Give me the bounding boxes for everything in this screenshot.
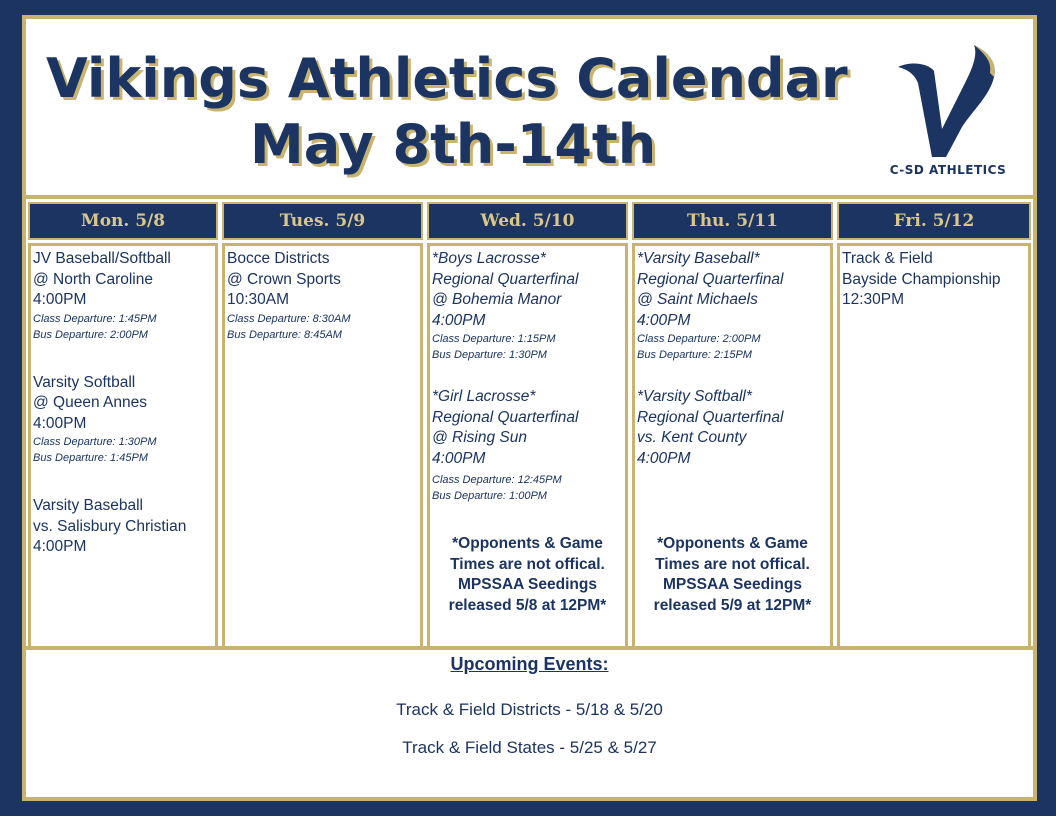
- event-time: 4:00PM: [637, 311, 691, 329]
- bus-departure: Bus Departure: 1:00PM: [432, 490, 547, 502]
- event-item: [637, 249, 828, 363]
- class-departure: Class Departure: 1:15PM: [432, 333, 556, 345]
- bus-departure: Bus Departure: 1:45PM: [33, 452, 148, 464]
- event-location: @ Crown Sports: [227, 270, 341, 288]
- day-body-tue: [222, 243, 423, 646]
- logo-caption: C-SD ATHLETICS: [889, 163, 1007, 177]
- event-location: @ Bohemia Manor: [432, 291, 562, 308]
- note-line: *Opponents & Game: [452, 535, 603, 552]
- day-header-mon: Mon. 5/8: [28, 202, 218, 240]
- event-title: *Girl Lacrosse*: [432, 388, 536, 405]
- event-round: Regional Quarterfinal: [432, 270, 579, 288]
- note-line: *Opponents & Game: [657, 535, 808, 552]
- event-time: 4:00PM: [432, 311, 486, 329]
- school-logo: [888, 41, 1008, 181]
- note-line: MPSSAA Seedings: [663, 576, 802, 593]
- day-column-fri: [835, 199, 1033, 646]
- upcoming-title: Upcoming Events:: [450, 654, 609, 674]
- event-item: [432, 387, 623, 504]
- event-time: 4:00PM: [432, 449, 486, 467]
- note-line: MPSSAA Seedings: [458, 576, 597, 593]
- event-item: [842, 249, 1026, 311]
- event-title: *Varsity Baseball*: [637, 250, 760, 267]
- event-item: [227, 249, 418, 343]
- day-column-tue: [220, 199, 425, 646]
- calendar-card: [22, 15, 1037, 801]
- event-item: [33, 496, 213, 558]
- week-grid: [26, 199, 1033, 646]
- calendar-header: [26, 19, 1033, 197]
- event-time: 4:00PM: [33, 538, 87, 555]
- event-time: 12:30PM: [842, 291, 905, 308]
- event-title: JV Baseball/Softball: [33, 250, 171, 267]
- upcoming-item: Track & Field States - 5/25 & 5/27: [402, 738, 657, 757]
- event-location: vs. Salisbury Christian: [33, 517, 187, 535]
- event-item: [33, 249, 213, 343]
- event-item: [33, 373, 213, 467]
- class-departure: Class Departure: 12:45PM: [432, 474, 562, 486]
- day-body-fri: [837, 243, 1031, 646]
- event-title: Track & Field: [842, 250, 933, 267]
- upcoming-item: Track & Field Districts - 5/18 & 5/20: [396, 700, 663, 719]
- viking-v-icon: [894, 41, 1002, 159]
- day-body-thu: [632, 243, 833, 646]
- class-departure: Class Departure: 1:45PM: [33, 312, 157, 325]
- bus-departure: Bus Departure: 1:30PM: [432, 349, 547, 361]
- bus-departure: Bus Departure: 2:15PM: [637, 349, 752, 361]
- event-location: @ Queen Annes: [33, 394, 147, 411]
- event-title: *Boys Lacrosse*: [432, 250, 546, 267]
- bus-departure: Bus Departure: 2:00PM: [33, 328, 148, 341]
- day-column-thu: [630, 199, 835, 646]
- upcoming-events: [26, 650, 1033, 797]
- event-location: Bayside Championship: [842, 270, 1001, 288]
- seeding-note: [635, 534, 830, 616]
- day-column-wed: [425, 199, 630, 646]
- day-header-fri: Fri. 5/12: [837, 202, 1031, 240]
- note-line: Times are not offical.: [655, 555, 810, 573]
- event-time: 4:00PM: [637, 449, 691, 467]
- event-location: @ North Caroline: [33, 270, 153, 288]
- day-body-mon: [28, 243, 218, 646]
- event-item: [637, 387, 828, 469]
- date-range-title: May 8th-14th: [250, 113, 657, 176]
- note-line: released 5/8 at 12PM*: [448, 596, 607, 614]
- event-round: Regional Quarterfinal: [432, 408, 579, 426]
- event-title: *Varsity Softball*: [637, 388, 752, 405]
- event-round: Regional Quarterfinal: [637, 270, 784, 288]
- day-body-wed: [427, 243, 628, 646]
- event-time: 4:00PM: [33, 414, 87, 432]
- event-time: 10:30AM: [227, 291, 290, 308]
- class-departure: Class Departure: 2:00PM: [637, 333, 761, 345]
- seeding-note: [430, 534, 625, 616]
- bus-departure: Bus Departure: 8:45AM: [227, 328, 342, 341]
- day-header-thu: Thu. 5/11: [632, 202, 833, 240]
- event-title: Varsity Softball: [33, 373, 136, 391]
- event-location: @ Rising Sun: [432, 429, 527, 446]
- note-line: released 5/9 at 12PM*: [653, 596, 812, 614]
- event-time: 4:00PM: [33, 291, 87, 308]
- note-line: Times are not offical.: [450, 555, 605, 573]
- class-departure: Class Departure: 1:30PM: [33, 436, 157, 448]
- event-round: Regional Quarterfinal: [637, 408, 784, 426]
- event-item: [432, 249, 623, 363]
- page-title: Vikings Athletics Calendar: [46, 47, 848, 110]
- day-header-wed: Wed. 5/10: [427, 202, 628, 240]
- event-title: Varsity Baseball: [33, 497, 143, 514]
- event-title: Bocce Districts: [227, 250, 330, 267]
- day-header-tue: Tues. 5/9: [222, 202, 423, 240]
- day-column-mon: [26, 199, 220, 646]
- event-location: @ Saint Michaels: [637, 291, 758, 308]
- event-location: vs. Kent County: [637, 429, 747, 446]
- class-departure: Class Departure: 8:30AM: [227, 312, 351, 325]
